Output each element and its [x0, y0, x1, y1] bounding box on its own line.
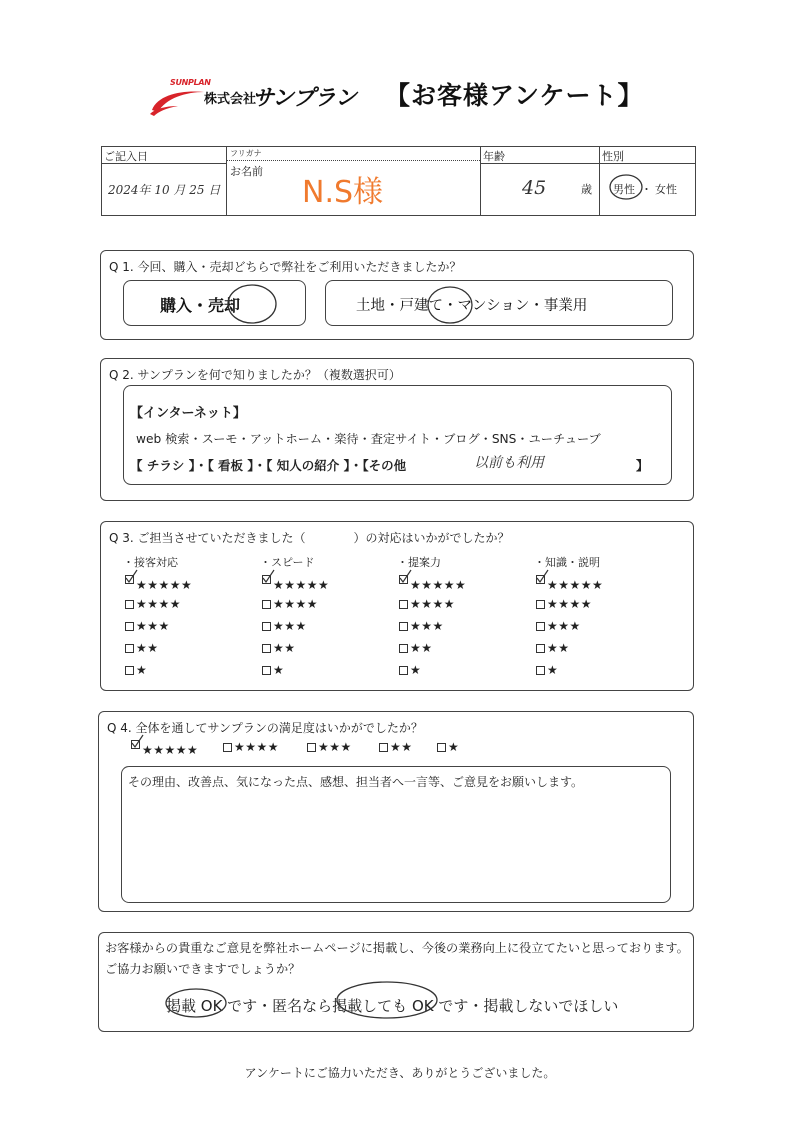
q3-rating-option[interactable] [536, 641, 570, 655]
checkbox[interactable] [262, 666, 271, 675]
checkbox[interactable] [399, 600, 408, 609]
q2-sources-panel [123, 385, 672, 485]
q1-title: Q 1. 今回、購入・売却どちらで弊社をご利用いただきましたか？ [109, 260, 462, 274]
q3-box [100, 521, 694, 691]
name-value[interactable]: N.S様 [302, 175, 384, 210]
q1-option-property-type-label: 土地・戸建て・マンション・事業用 [356, 298, 588, 314]
consent-options[interactable]: 掲載 OK です・匿名なら掲載しても OK です・掲載しないでほしい [166, 997, 619, 1015]
checkbox-checked[interactable] [131, 740, 140, 749]
q3-rating-option[interactable] [399, 619, 444, 633]
q3-rating-stars: ★ [273, 663, 285, 677]
q3-rating-option[interactable] [536, 663, 558, 677]
q4-rating-option[interactable] [379, 740, 413, 754]
checkbox[interactable] [223, 743, 232, 752]
q3-rating-stars: ★★ [547, 641, 570, 655]
q3-rating-stars: ★★ [410, 641, 433, 655]
consent-line1: お客様からの貴重なご意見を弊社ホームページに掲載し、今後の業務向上に役立てたいと思っております。 [105, 941, 689, 955]
q1-box [100, 250, 694, 340]
q3-rating-option[interactable] [536, 597, 592, 611]
q3-rating-stars: ★★ [273, 641, 296, 655]
checkbox-checked[interactable] [399, 575, 408, 584]
q4-comment-area[interactable] [121, 766, 671, 903]
checkbox-checked[interactable] [125, 575, 134, 584]
q1-option-buy-sell-label: 購入・売却 [160, 296, 241, 315]
q3-rating-option[interactable] [399, 641, 433, 655]
q3-rating-stars: ★ [136, 663, 148, 677]
checkbox[interactable] [262, 600, 271, 609]
q4-title: Q 4. 全体を通してサンプランの満足度はいかがでしたか？ [107, 721, 423, 735]
q4-box [98, 711, 694, 912]
checkbox-checked[interactable] [536, 575, 545, 584]
q3-rating-stars: ★★★ [273, 619, 307, 633]
q2-other-close: 】 [636, 458, 649, 473]
checkbox[interactable] [399, 622, 408, 631]
age-unit: 歳 [581, 183, 592, 196]
gender-label: 性別 [602, 150, 624, 163]
checkbox[interactable] [437, 743, 446, 752]
q1-option-property-type[interactable] [325, 280, 673, 326]
q2-other-note[interactable]: 以前も利用 [474, 455, 544, 471]
q1-option-buy-sell[interactable] [123, 280, 306, 326]
checkbox[interactable] [125, 622, 134, 631]
age-label: 年齢 [483, 150, 505, 163]
logo-swoosh-icon [148, 84, 208, 118]
checkbox[interactable] [536, 600, 545, 609]
q3-rating-stars: ★ [410, 663, 422, 677]
furigana-label: フリガナ [230, 149, 262, 158]
checkbox[interactable] [262, 622, 271, 631]
gender-separator: ・ [641, 183, 652, 196]
q4-rating-stars: ★ [448, 740, 460, 754]
q3-rating-option[interactable] [399, 575, 466, 592]
q3-column-label: ・提案力 [397, 556, 441, 569]
info-table [101, 146, 696, 216]
q3-title: Q 3. ご担当させていただきました（ ）の対応はいかがでしたか？ [109, 531, 510, 545]
checkbox[interactable] [262, 644, 271, 653]
checkbox-checked[interactable] [262, 575, 271, 584]
checkbox[interactable] [399, 644, 408, 653]
q3-rating-stars: ★★★★★ [273, 578, 330, 592]
q2-box [100, 358, 694, 501]
age-value[interactable]: 45 [522, 177, 547, 199]
q4-rating-option[interactable] [437, 740, 459, 754]
q3-rating-stars: ★★★★★ [410, 578, 467, 592]
q3-column-label: ・スピード [260, 556, 315, 569]
q3-rating-stars: ★★★★ [273, 597, 319, 611]
q3-rating-stars: ★★★ [136, 619, 170, 633]
checkbox[interactable] [125, 644, 134, 653]
q4-rating-option[interactable] [131, 740, 198, 757]
q4-rating-stars: ★★ [390, 740, 413, 754]
q3-rating-stars: ★★★ [410, 619, 444, 633]
q3-rating-stars: ★★★★★ [136, 578, 193, 592]
q3-rating-option[interactable] [262, 619, 307, 633]
q3-rating-stars: ★★★★ [547, 597, 593, 611]
q3-rating-stars: ★★ [136, 641, 159, 655]
company-logo [148, 78, 378, 118]
date-value[interactable]: 2024年 10 月 25 日 [108, 183, 221, 197]
q2-title: Q 2. サンプランを何で知りましたか？（複数選択可） [109, 368, 401, 382]
q3-rating-stars: ★★★★ [136, 597, 182, 611]
q3-rating-option[interactable] [125, 663, 147, 677]
q3-column-label: ・知識・説明 [534, 556, 600, 569]
q3-rating-option[interactable] [262, 641, 296, 655]
q4-rating-stars: ★★★★ [234, 740, 280, 754]
q3-rating-option[interactable] [125, 619, 170, 633]
logo-name: サンプラン [252, 86, 356, 111]
name-label: お名前 [230, 165, 263, 178]
date-label: ご記入日 [104, 150, 148, 163]
q2-other-items[interactable]: 【 チラシ 】・【 看板 】・【 知人の紹介 】・【その他 [130, 458, 407, 473]
q3-rating-stars: ★★★★★ [547, 578, 604, 592]
q2-internet-heading: 【インターネット】 [130, 406, 246, 421]
q3-rating-option[interactable] [399, 597, 455, 611]
q4-rating-option[interactable] [307, 740, 352, 754]
page-title: 【お客様アンケート】 [385, 81, 644, 110]
gender-male-option[interactable]: 男性 [613, 183, 635, 196]
q3-rating-option[interactable] [125, 597, 181, 611]
q4-rating-option[interactable] [223, 740, 279, 754]
q3-column-label: ・接客対応 [123, 556, 178, 569]
checkbox[interactable] [307, 743, 316, 752]
q2-internet-items[interactable]: web 検索・スーモ・アットホーム・楽待・査定サイト・ブログ・SNS・ユーチューブ [136, 432, 601, 446]
q3-rating-option[interactable] [536, 575, 603, 592]
checkbox[interactable] [536, 666, 545, 675]
q4-comment-prompt: その理由、改善点、気になった点、感想、担当者へ一言等、ご意見をお願いします。 [128, 775, 584, 789]
q3-rating-option[interactable] [399, 663, 421, 677]
q3-rating-stars: ★ [547, 663, 559, 677]
q4-rating-stars: ★★★ [318, 740, 352, 754]
q4-rating-stars: ★★★★★ [142, 743, 199, 757]
checkbox[interactable] [536, 644, 545, 653]
footer-thanks: アンケートにご協力いただき、ありがとうございました。 [244, 1066, 556, 1080]
consent-line2: ご協力お願いできますでしょうか？ [105, 962, 301, 976]
checkbox[interactable] [125, 600, 134, 609]
checkbox[interactable] [399, 666, 408, 675]
logo-english: SUNPLAN [170, 78, 211, 87]
checkbox[interactable] [379, 743, 388, 752]
q3-rating-stars: ★★★ [547, 619, 581, 633]
checkbox[interactable] [536, 622, 545, 631]
q3-rating-option[interactable] [262, 575, 329, 592]
q3-rating-option[interactable] [262, 663, 284, 677]
q3-rating-stars: ★★★★ [410, 597, 456, 611]
logo-corp: 株式会社 [204, 92, 257, 107]
checkbox[interactable] [125, 666, 134, 675]
q3-rating-option[interactable] [125, 641, 159, 655]
q3-rating-option[interactable] [536, 619, 581, 633]
q3-rating-option[interactable] [125, 575, 192, 592]
q3-rating-option[interactable] [262, 597, 318, 611]
gender-female-option[interactable]: 女性 [655, 183, 677, 196]
consent-box [98, 932, 694, 1032]
